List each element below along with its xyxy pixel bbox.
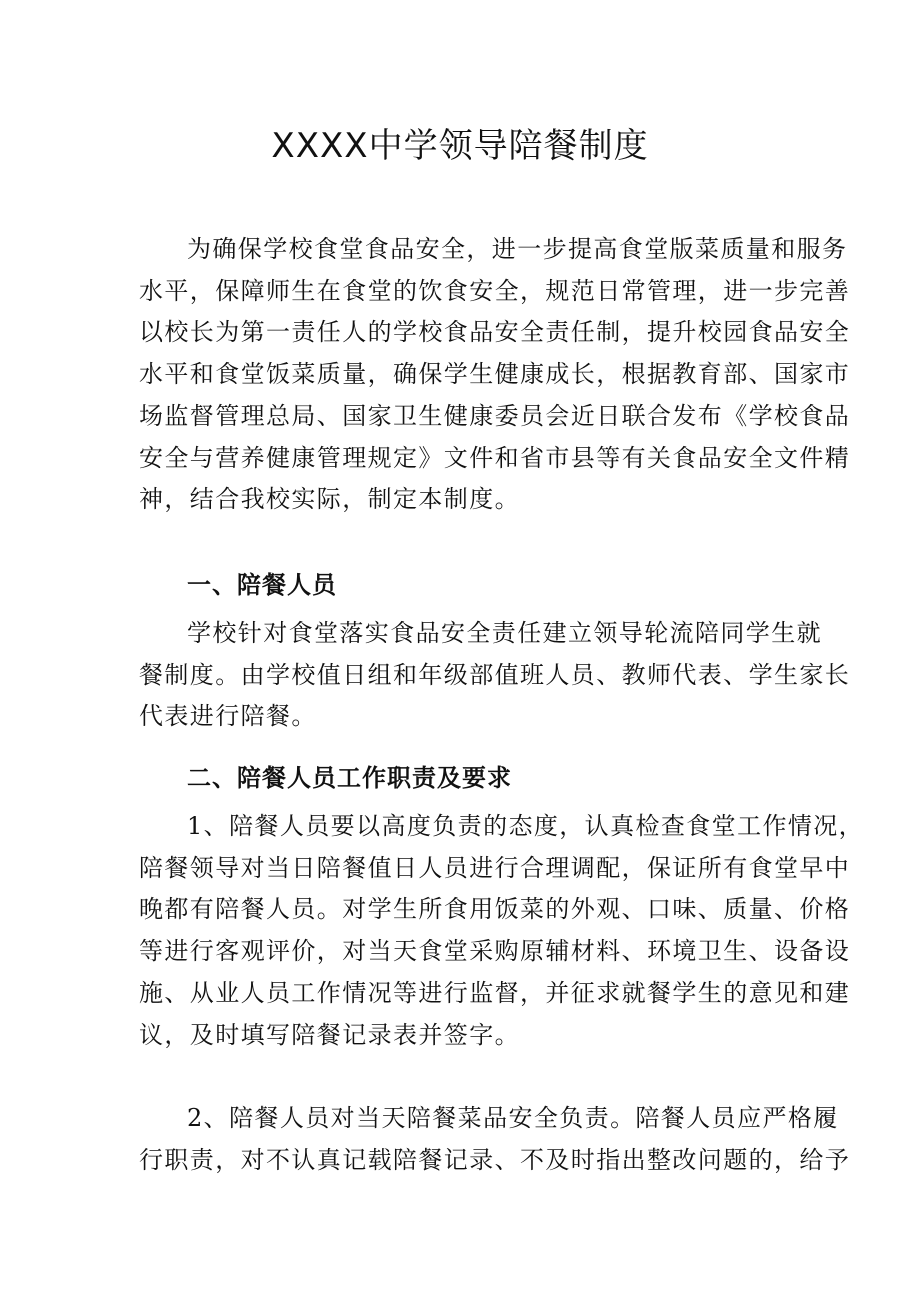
paragraph-line: 1、陪餐人员要以高度负责的态度，认真检查食堂工作情况，: [187, 812, 865, 840]
paragraph-line: 神，结合我校实际，制定本制度。: [139, 485, 520, 514]
paragraph-line: 水平和食堂饭菜质量，确保学生健康成长，根据教育部、国家市: [139, 360, 851, 389]
paragraph-line: 等进行客观评价，对当天食堂采购原辅材料、环境卫生、设备设: [139, 937, 851, 966]
paragraph-line: 餐制度。由学校值日组和年级部值班人员、教师代表、学生家长: [139, 660, 851, 689]
paragraph-line: 2、陪餐人员对当天陪餐菜品安全负责。陪餐人员应严格履: [187, 1104, 839, 1132]
paragraph-line: 行职责，对不认真记载陪餐记录、不及时指出整改问题的，给予: [139, 1145, 851, 1174]
paragraph-line: 陪餐领导对当日陪餐值日人员进行合理调配，保证所有食堂早中: [139, 853, 851, 882]
paragraph-line: 以校长为第一责任人的学校食品安全责任制，提升校园食品安全: [139, 318, 851, 347]
paragraph-line: 为确保学校食堂食品安全，进一步提高食堂版菜质量和服务: [187, 235, 848, 263]
section1-paragraph: [139, 613, 851, 738]
paragraph-line: 议，及时填写陪餐记录表并签字。: [139, 1020, 520, 1049]
document-title: XXXX中学领导陪餐制度: [271, 126, 649, 166]
section-heading-1: 一、陪餐人员: [187, 571, 337, 599]
section2-item2-paragraph: [139, 1098, 851, 1181]
paragraph-line: 施、从业人员工作情况等进行监督，并征求就餐学生的意见和建: [139, 978, 851, 1007]
paragraph-line: 安全与营养健康管理规定》文件和省市县等有关食品安全文件精: [139, 443, 851, 472]
section-heading-2: 二、陪餐人员工作职责及要求: [187, 764, 512, 792]
section2-item1-paragraph: [139, 806, 865, 1056]
paragraph-line: 水平，保障师生在食堂的饮食安全，规范日常管理，进一步完善: [139, 276, 851, 305]
intro-paragraph: [139, 229, 851, 521]
paragraph-line: 场监督管理总局、国家卫生健康委员会近日联合发布《学校食品: [139, 401, 851, 430]
paragraph-line: 代表进行陪餐。: [139, 702, 317, 731]
paragraph-line: 学校针对食堂落实食品安全责任建立领导轮流陪同学生就: [187, 619, 822, 647]
paragraph-line: 晚都有陪餐人员。对学生所食用饭菜的外观、口味、质量、价格: [139, 895, 851, 924]
